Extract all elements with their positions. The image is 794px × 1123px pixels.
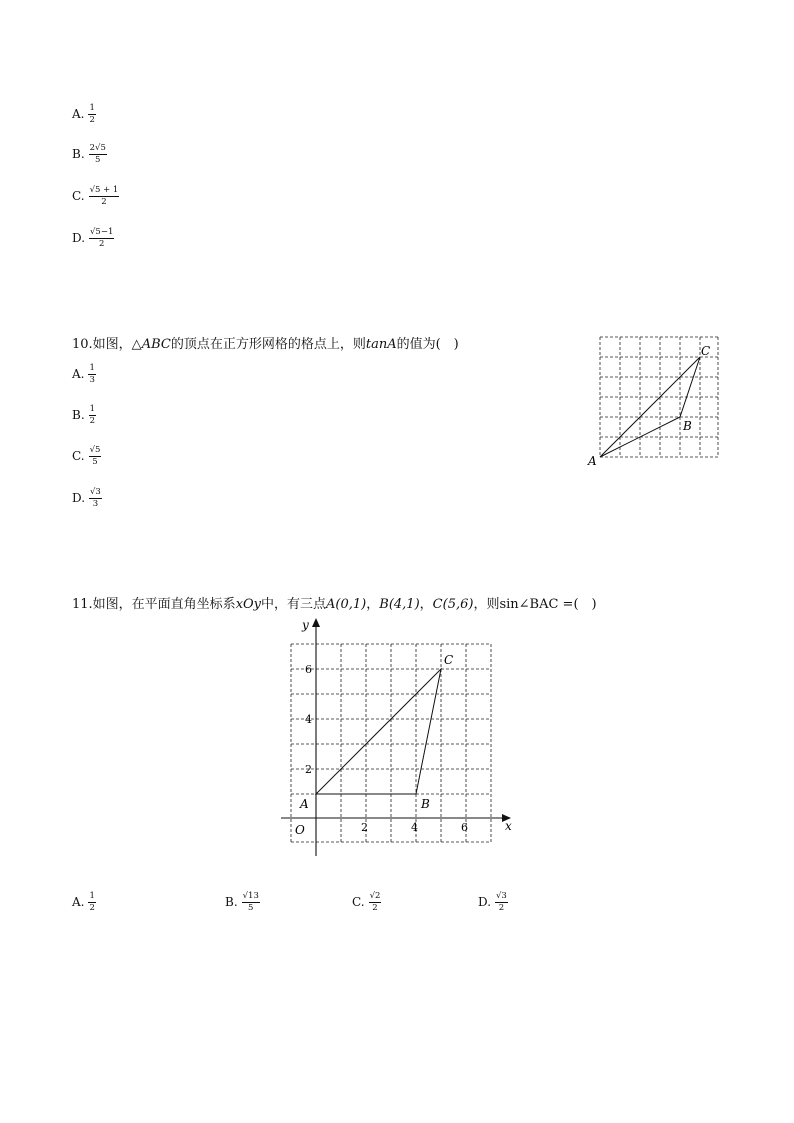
q11-point-a: A(0,1) bbox=[326, 597, 367, 612]
option-letter: C. bbox=[72, 189, 85, 203]
q9-option-c[interactable] bbox=[72, 186, 119, 206]
q10-grid-figure bbox=[585, 330, 725, 470]
numerator: 1 bbox=[89, 363, 95, 373]
q11-option-b[interactable] bbox=[225, 892, 260, 912]
x-axis-label: x bbox=[505, 819, 512, 833]
q11-mid: 中，有三点 bbox=[261, 597, 327, 612]
dashed-grid bbox=[291, 644, 491, 842]
option-letter: C. bbox=[352, 895, 365, 909]
denominator: 2 bbox=[372, 902, 378, 913]
denominator: 5 bbox=[95, 154, 101, 165]
numerator: √3 bbox=[496, 891, 507, 901]
q11-point-b: B(4,1) bbox=[379, 597, 420, 612]
denominator: 2 bbox=[98, 238, 105, 249]
q11-option-d[interactable] bbox=[478, 892, 508, 912]
numerator: 1 bbox=[89, 103, 95, 113]
denominator: 5 bbox=[248, 902, 254, 913]
q11-option-a[interactable] bbox=[72, 892, 96, 912]
q9-option-d[interactable] bbox=[72, 228, 114, 248]
option-fraction bbox=[495, 892, 508, 912]
option-letter: A. bbox=[72, 895, 85, 909]
q10-tan: tanA bbox=[365, 337, 397, 352]
option-fraction bbox=[89, 144, 107, 164]
x-tick-2: 2 bbox=[361, 821, 368, 834]
option-letter: C. bbox=[72, 449, 85, 463]
denominator: 3 bbox=[89, 374, 95, 385]
y-axis-arrow bbox=[312, 618, 320, 627]
numerator: 1 bbox=[89, 891, 95, 901]
label-a: A bbox=[588, 454, 597, 468]
x-tick-6: 6 bbox=[461, 821, 468, 834]
numerator: √3 bbox=[90, 487, 101, 497]
triangle-abc bbox=[316, 669, 441, 794]
y-tick-4: 4 bbox=[305, 713, 312, 726]
numerator: √2 bbox=[369, 891, 381, 901]
q10-mid: 的顶点在正方形网格的格点上，则 bbox=[170, 337, 366, 352]
label-c: C bbox=[444, 653, 454, 667]
q10-stem bbox=[72, 333, 459, 352]
y-tick-6: 6 bbox=[305, 663, 312, 676]
option-letter: A. bbox=[72, 107, 85, 121]
q11-prefix: 11.如图，在平面直角坐标系 bbox=[72, 597, 236, 612]
y-tick-2: 2 bbox=[305, 763, 312, 776]
q11-tail: ，则sin∠BAC =( ) bbox=[473, 597, 597, 612]
option-fraction bbox=[89, 186, 120, 206]
x-tick-4: 4 bbox=[411, 821, 418, 834]
option-fraction bbox=[369, 892, 382, 912]
denominator: 2 bbox=[89, 114, 95, 125]
option-letter: D. bbox=[72, 231, 86, 245]
denominator: 2 bbox=[498, 902, 505, 913]
option-letter: B. bbox=[72, 408, 85, 422]
q11-stem bbox=[72, 593, 597, 612]
option-letter: B. bbox=[72, 147, 85, 161]
option-fraction bbox=[242, 892, 260, 912]
q10-option-b[interactable] bbox=[72, 405, 96, 425]
option-fraction bbox=[89, 488, 102, 508]
option-fraction bbox=[89, 446, 102, 466]
option-letter: B. bbox=[225, 895, 238, 909]
q11-sep-1: ， bbox=[366, 597, 380, 612]
denominator: 2 bbox=[89, 902, 95, 913]
numerator: √5 + 1 bbox=[89, 185, 119, 195]
q9-option-b[interactable] bbox=[72, 144, 107, 164]
label-a: A bbox=[300, 797, 309, 811]
y-axis-label: y bbox=[302, 618, 309, 632]
q11-point-c: C(5,6) bbox=[432, 597, 474, 612]
numerator: 1 bbox=[89, 404, 96, 414]
option-fraction bbox=[88, 892, 95, 912]
q10-triangle: ABC bbox=[141, 337, 171, 352]
denominator: 2 bbox=[89, 415, 96, 426]
label-b: B bbox=[421, 797, 430, 811]
q11-system: xOy bbox=[235, 597, 262, 612]
q11-coordinate-figure bbox=[275, 612, 525, 862]
denominator: 2 bbox=[101, 196, 107, 207]
q10-option-c[interactable] bbox=[72, 446, 101, 466]
option-fraction bbox=[89, 405, 96, 425]
origin-label: O bbox=[295, 823, 305, 837]
label-c: C bbox=[701, 344, 711, 358]
option-fraction bbox=[88, 364, 95, 384]
denominator: 3 bbox=[92, 498, 99, 509]
label-b: B bbox=[683, 419, 692, 433]
denominator: 5 bbox=[92, 456, 98, 467]
option-letter: A. bbox=[72, 367, 85, 381]
numerator: 2√5 bbox=[89, 143, 106, 153]
option-letter: D. bbox=[478, 895, 492, 909]
numerator: √13 bbox=[242, 891, 259, 901]
triangle-abc bbox=[600, 357, 700, 457]
q11-option-c[interactable] bbox=[352, 892, 381, 912]
numerator: √5−1 bbox=[90, 227, 114, 237]
numerator: √5 bbox=[89, 445, 101, 455]
q9-option-a[interactable] bbox=[72, 104, 96, 124]
option-fraction bbox=[89, 228, 114, 248]
q10-prefix: 10.如图，△ bbox=[72, 337, 142, 352]
q10-option-d[interactable] bbox=[72, 488, 102, 508]
q11-sep-2: ， bbox=[419, 597, 433, 612]
q10-suffix: 的值为( ) bbox=[396, 337, 459, 352]
option-fraction bbox=[88, 104, 95, 124]
q10-option-a[interactable] bbox=[72, 364, 96, 384]
option-letter: D. bbox=[72, 491, 86, 505]
